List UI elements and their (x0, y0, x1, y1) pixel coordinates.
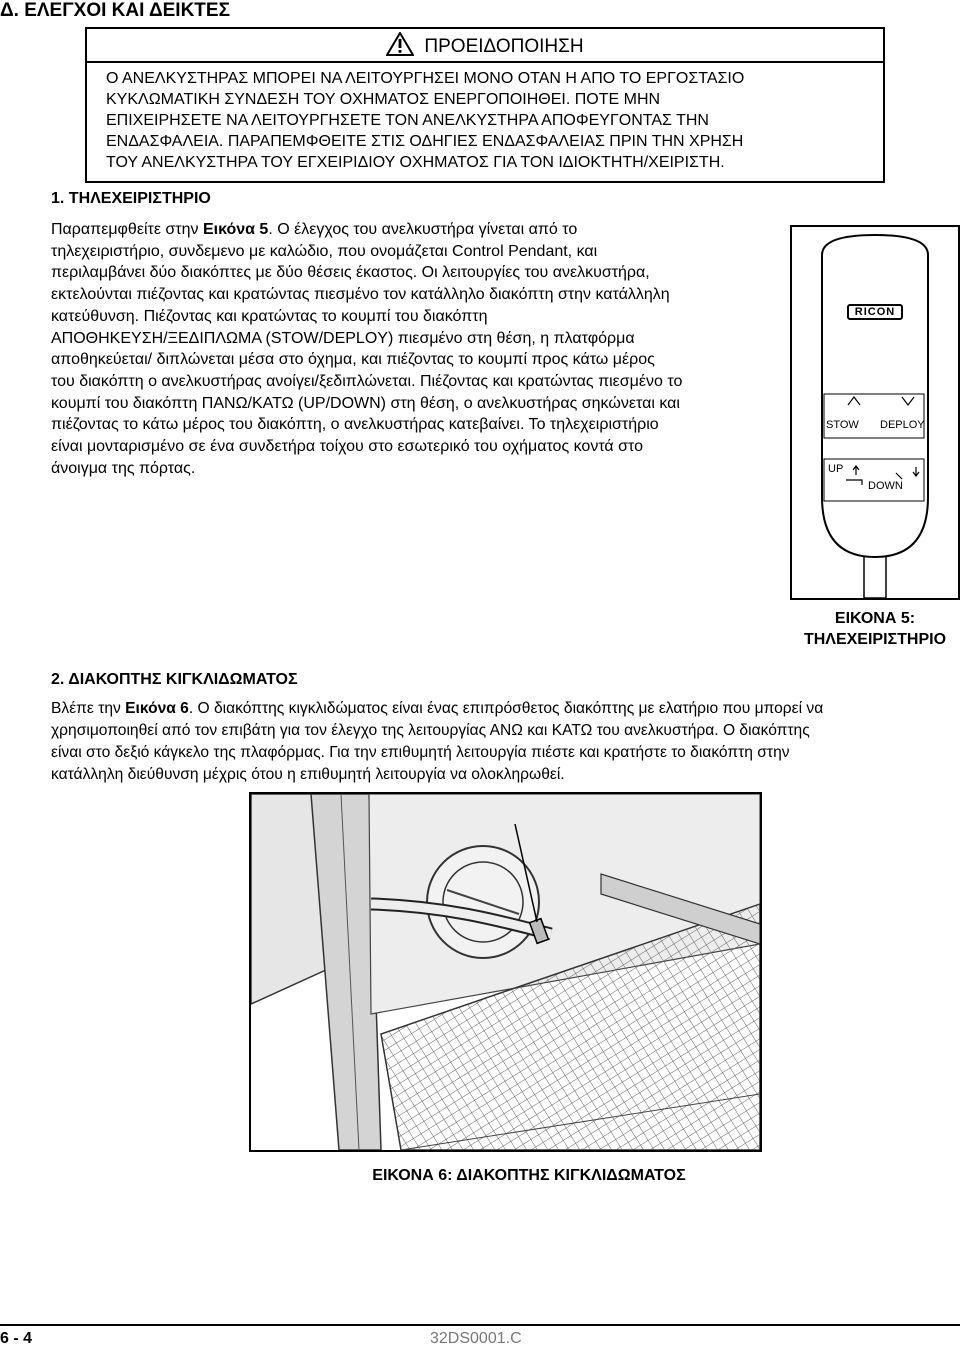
rail-ref-figure: Εικόνα 6 (125, 700, 189, 717)
remote-line: περιλαμβάνει δύο διακόπτες με δύο θέσεις έκαστος. Οι λειτουργίες του ανελκυστήρα, (51, 264, 650, 282)
deploy-label: DEPLOY (880, 419, 925, 431)
footer-rule (0, 1324, 960, 1326)
warning-line: ΕΝΔΑΣΦΑΛΕΙΑ. ΠΑΡΑΠΕΜΦΘΕΙΤΕ ΣΤΙΣ ΟΔΗΓΙΕΣ ΕΝΔΑΣΦΑΛΕΙΑΣ ΠΡΙΝ ΤΗΝ ΧΡΗΣΗ (106, 133, 744, 150)
rail-line: κατάλληλη διεύθυνση μέχρις ότου η επιθυμητή λειτουργία να ολοκληρωθεί. (51, 766, 565, 783)
remote-ref-tail: . Ο έλεγχος του ανελκυστήρα γίνεται από το (268, 221, 578, 238)
remote-heading: 1. ΤΗΛΕΧΕΙΡΙΣΤΗΡΙΟ (51, 190, 211, 207)
warning-line: ΕΠΙΧΕΙΡΗΣΕΤΕ ΝΑ ΛΕΙΤΟΥΡΓΗΣΕΤΕ ΤΟΝ ΑΝΕΛΚΥΣΤΗΡΑ ΑΠΟΦΕΥΓΟΝΤΑΣ ΤΗΝ (106, 112, 709, 129)
remote-ref-figure: Εικόνα 5 (202, 221, 269, 238)
remote-line: τηλεχειριστήριο, συνδεμενο με καλώδιο, που ονομάζεται Control Pendant, και (51, 242, 598, 260)
figure-5-caption-line: ΕΙΚΟΝΑ 5: (834, 610, 916, 627)
warning-title: ΠΡΟΕΙΔΟΠΟΙΗΣΗ (424, 36, 584, 57)
warning-text (106, 68, 878, 173)
remote-line: κουμπί του διακόπτη ΠΑΝΩ/ΚΑΤΩ (UP/DOWN) στη θέση, ο ανελκυστήρας σηκώνεται και (51, 394, 680, 412)
figure-5-caption (790, 608, 960, 650)
rail-line: χρησιμοποιηθεί από τον επιβάτη για τον έλεγχο της λειτουργίας ΑΝΩ και ΚΑΤΩ του ανελκυστήρα. Ο διακόπτης (51, 722, 810, 739)
remote-line: εκτελούνται πιέζοντας και κρατώντας πιεσμένο τον κατάλληλο διακόπτη στην κατάλληλη (51, 286, 670, 304)
warning-line: Ο ΑΝΕΛΚΥΣΤΗΡΑΣ ΜΠΟΡΕΙ ΝΑ ΛΕΙΤΟΥΡΓΗΣΕΙ ΜΟΝΟ ΟΤΑΝ Η ΑΠΟ ΤΟ ΕΡΓΟΣΤΑΣΙΟ (106, 70, 745, 87)
remote-line: ΑΠΟΘΗΚΕΥΣΗ/ΞΕΔΙΠΛΩΜΑ (STOW/DEPLOY) πιεσμένο στη θέση, η πλατφόρμα (51, 329, 635, 347)
pendant-illustration (792, 227, 958, 598)
figure-5-caption-line: ΤΗΛΕΧΕΙΡΙΣΤΗΡΙΟ (803, 631, 947, 648)
warning-line: ΚΥΚΛΩΜΑΤΙΚΗ ΣΥΝΔΕΣΗ ΤΟΥ ΟΧΗΜΑΤΟΣ ΕΝΕΡΓΟΠΟΙΗΘΕΙ. ΠΟΤΕ ΜΗΝ (106, 91, 661, 108)
remote-ref-prefix: Παραπεμφθείτε στην (51, 221, 203, 238)
rail-switch-paragraph (51, 698, 960, 786)
remote-line: αποθηκεύεται/ διπλώνεται μέσα στο όχημα, και πιέζοντας το κουμπί προς κάτω μέρος (51, 351, 655, 369)
warning-line: ΤΟΥ ΑΝΕΛΚΥΣΤΗΡΑ ΤΟΥ ΕΓΧΕΙΡΙΔΙΟΥ ΟΧΗΜΑΤΟΣ ΓΙΑ ΤΟΝ ΙΔΙΟΚΤΗΤΗ/ΧΕΙΡΙΣΤΗ. (106, 154, 725, 171)
platform-illustration (251, 794, 760, 1150)
stow-label: STOW (826, 419, 859, 431)
remote-line: κατεύθυνση. Πιέζοντας και κρατώντας το κουμπί του διακόπτη (51, 307, 488, 325)
page-number: 6 - 4 (0, 1330, 33, 1347)
rail-line (51, 698, 960, 720)
figure-6-frame (249, 792, 762, 1152)
rail-line: είναι στο δεξιό κάγκελο της πλαφόρμας. Για την επιθυμητή λειτουργία πιέστε και κρατήστε το διακόπτη στην (51, 744, 790, 761)
document-code: 32DS0001.C (430, 1330, 522, 1347)
rail-ref-prefix: Βλέπε την (51, 700, 126, 717)
ricon-logo: RICON (847, 304, 903, 320)
up-label: UP (828, 463, 844, 475)
remote-line: του διακόπτη ο ανελκυστήρας ανοίγει/ξεδιπλώνεται. Πιέζοντας και κρατώντας πιεσμένο το (51, 372, 683, 390)
remote-line: πιέζοντας το κάτω μέρος του διακόπτη, ο ανελκυστήρας κατεβαίνει. Το τηλεχειριστήριο (51, 416, 659, 434)
figure-6-caption: ΕΙΚΟΝΑ 6: ΔΙΑΚΟΠΤΗΣ ΚΙΓΚΛΙΔΩΜΑΤΟΣ (372, 1167, 686, 1184)
remote-paragraph (51, 219, 791, 479)
down-label: DOWN (868, 480, 903, 492)
warning-triangle-icon (386, 32, 414, 56)
rail-ref-tail: . Ο διακόπτης κιγκλιδώματος είναι ένας επιπρόσθετος διακόπτης με ελατήριο που μπορεί να (188, 700, 824, 717)
remote-line (51, 219, 791, 241)
warning-box (85, 27, 885, 183)
remote-line: είναι μονταρισμένο σε ένα συνδετήρα τοίχου στο εσωτερικό του οχήματος κοντά στο (51, 438, 643, 456)
warning-header (87, 29, 883, 63)
rail-switch-heading: 2. ΔΙΑΚΟΠΤΗΣ ΚΙΓΚΛΙΔΩΜΑΤΟΣ (51, 671, 298, 688)
remote-line: άνοιγμα της πόρτας. (51, 459, 196, 477)
figure-5-frame (790, 225, 960, 600)
section-title: Δ. ΕΛΕΓΧΟΙ ΚΑΙ ΔΕΙΚΤΕΣ (0, 0, 230, 21)
